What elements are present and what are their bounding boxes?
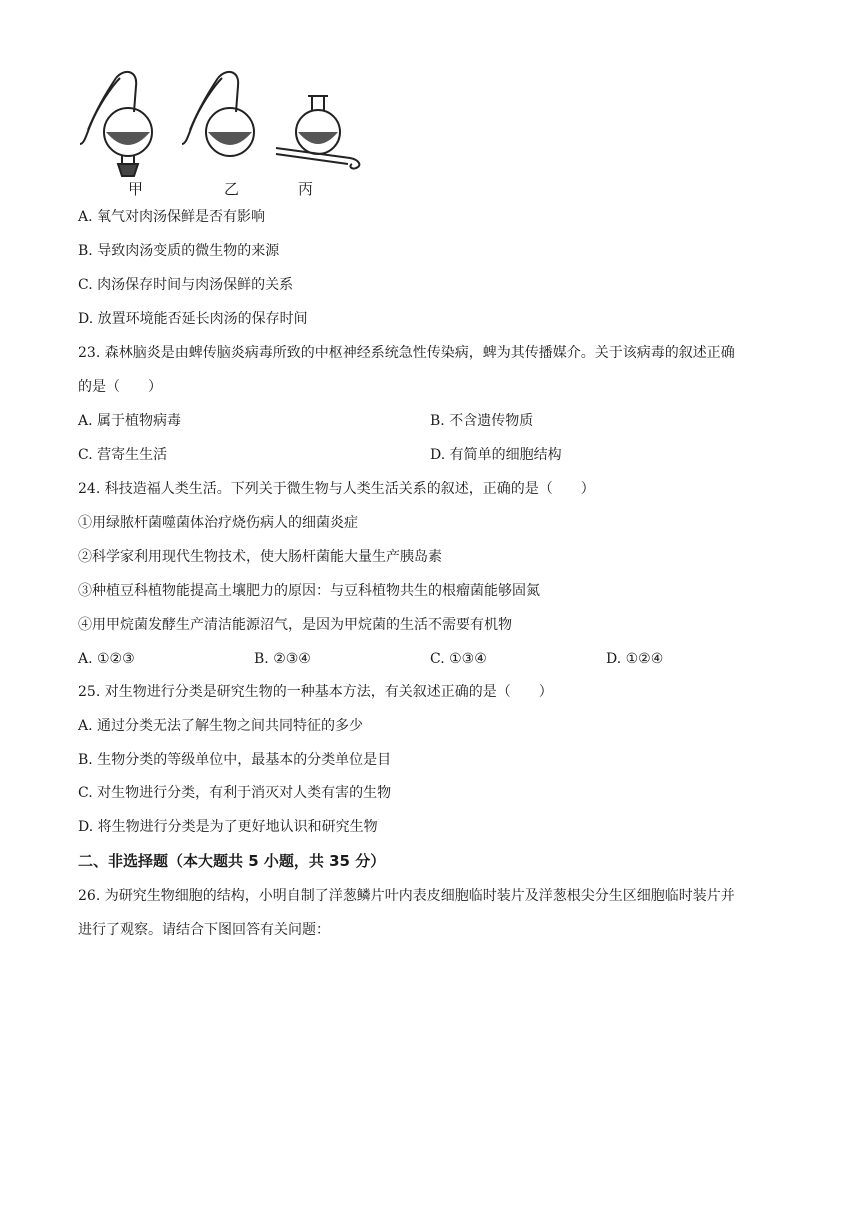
q26-stem-line1: 26. 为研究生物细胞的结构，小明自制了洋葱鳞片叶内表皮细胞临时装片及洋葱根尖分生区细胞临时装片并 bbox=[78, 888, 735, 904]
q25-option-d: D. 将生物进行分类是为了更好地认识和研究生物 bbox=[78, 819, 378, 835]
q24-option-c: C. ①③④ bbox=[430, 651, 487, 667]
q22-option-b: B. 导致肉汤变质的微生物的来源 bbox=[78, 243, 280, 259]
q24-stem: 24. 科技造福人类生活。下列关于微生物与人类生活关系的叙述，正确的是（ ） bbox=[78, 481, 595, 497]
q23-option-c: C. 营寄生生活 bbox=[78, 447, 168, 463]
q25-option-c: C. 对生物进行分类，有利于消灭对人类有害的生物 bbox=[78, 785, 392, 801]
flask-bing bbox=[276, 96, 359, 169]
q25-option-b: B. 生物分类的等级单位中，最基本的分类单位是目 bbox=[78, 752, 392, 768]
q24-option-a: A. ①②③ bbox=[78, 651, 135, 667]
flask-jia bbox=[80, 72, 152, 176]
q24-item-2: ②科学家利用现代生物技术，使大肠杆菌能大量生产胰岛素 bbox=[78, 549, 442, 565]
q25-stem: 25. 对生物进行分类是研究生物的一种基本方法，有关叙述正确的是（ ） bbox=[78, 684, 553, 700]
q24-option-d: D. ①②④ bbox=[606, 651, 664, 667]
q23-option-b: B. 不含遗传物质 bbox=[430, 413, 534, 429]
q25-option-a: A. 通过分类无法了解生物之间共同特征的多少 bbox=[78, 718, 364, 734]
flask-yi bbox=[182, 72, 254, 156]
figure-label-jia: 甲 bbox=[128, 180, 144, 198]
q24-item-1: ①用绿脓杆菌噬菌体治疗烧伤病人的细菌炎症 bbox=[78, 515, 358, 531]
figure-label-yi: 乙 bbox=[224, 180, 240, 198]
q23-stem-line2: 的是（ ） bbox=[78, 379, 162, 395]
q26-stem-line2: 进行了观察。请结合下图回答有关问题： bbox=[78, 922, 330, 938]
q22-option-d: D. 放置环境能否延长肉汤的保存时间 bbox=[78, 311, 308, 327]
q24-item-3: ③种植豆科植物能提高土壤肥力的原因：与豆科植物共生的根瘤菌能够固氮 bbox=[78, 583, 540, 599]
q23-stem-line1: 23. 森林脑炎是由蜱传脑炎病毒所致的中枢神经系统急性传染病，蜱为其传播媒介。关于该病毒的叙述正确 bbox=[78, 345, 735, 361]
q23-option-d: D. 有简单的细胞结构 bbox=[430, 447, 562, 463]
figure-label-bing: 丙 bbox=[298, 180, 314, 198]
q24-item-4: ④用甲烷菌发酵生产清洁能源沼气，是因为甲烷菌的生活不需要有机物 bbox=[78, 617, 512, 633]
q24-option-b: B. ②③④ bbox=[254, 651, 311, 667]
section-title-nonchoice: 二、非选择题（本大题共 5 小题，共 35 分） bbox=[78, 852, 386, 870]
q22-option-c: C. 肉汤保存时间与肉汤保鲜的关系 bbox=[78, 277, 294, 293]
q23-option-a: A. 属于植物病毒 bbox=[78, 413, 182, 429]
q22-option-a: A. 氧气对肉汤保鲜是否有影响 bbox=[78, 209, 266, 225]
